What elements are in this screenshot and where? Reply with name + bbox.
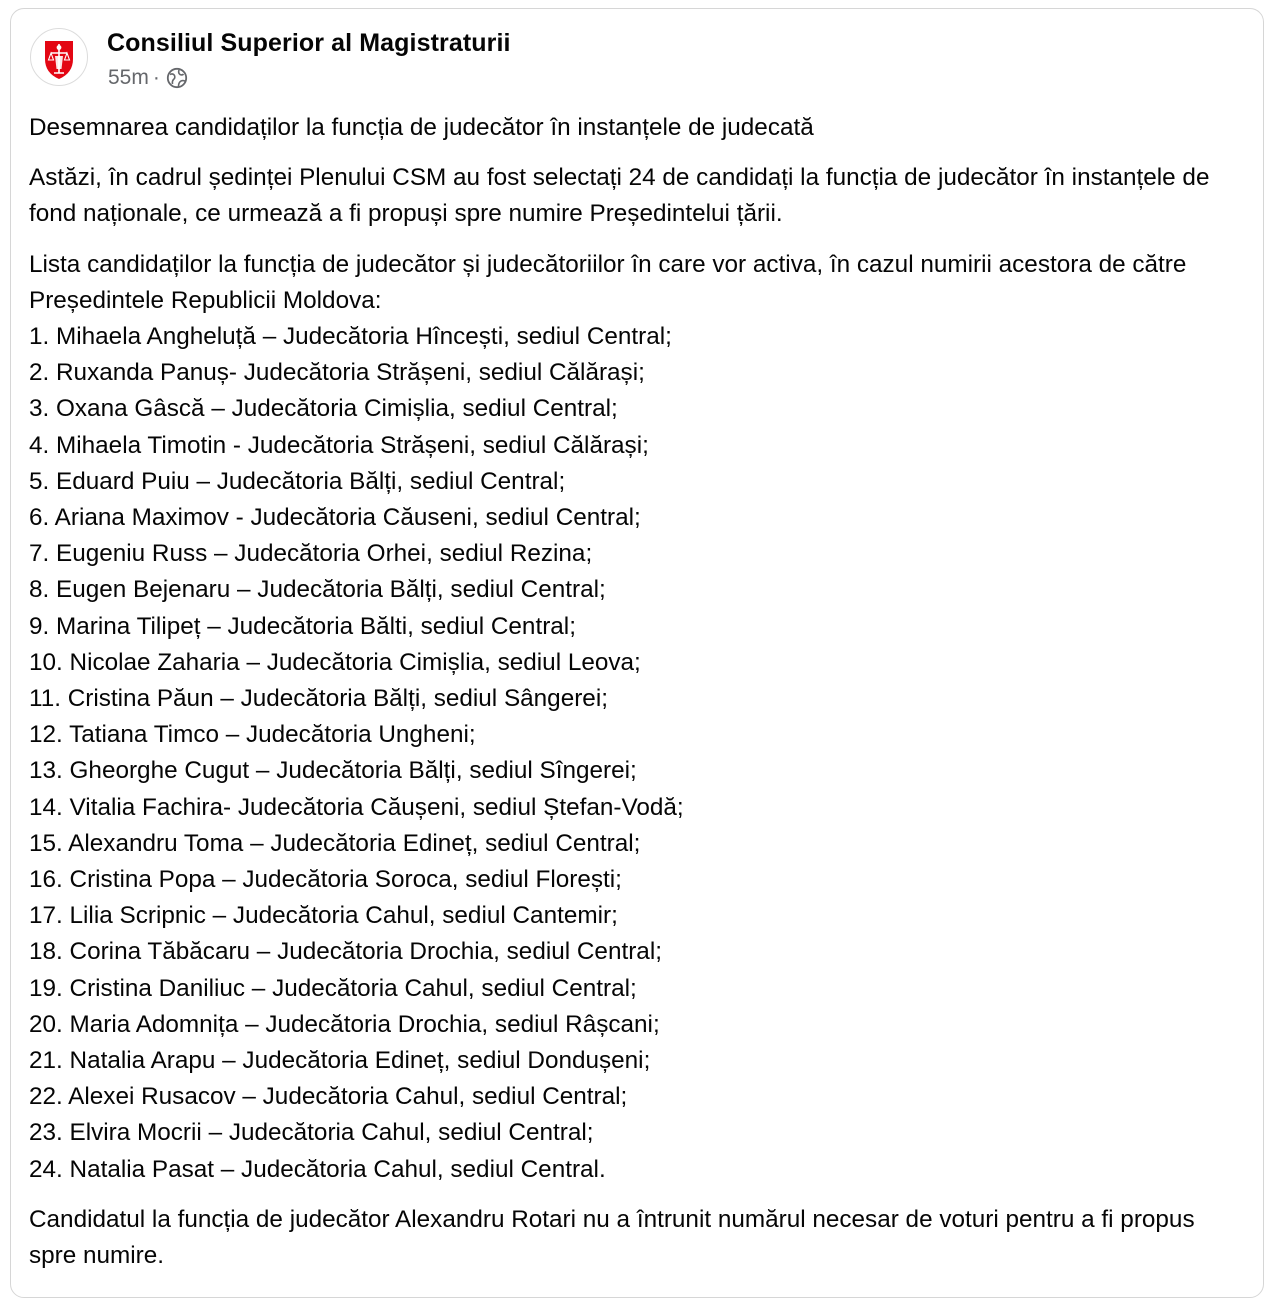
candidate-list-item: 7. Eugeniu Russ – Judecătoria Orhei, sediul Rezina; (29, 540, 593, 568)
candidate-list-item: 21. Natalia Arapu – Judecătoria Edineț, sediul Dondușeni; (29, 1047, 651, 1075)
candidate-list-item: 13. Gheorghe Cugut – Judecătoria Bălți, sediul Sîngerei; (29, 757, 637, 785)
meta-separator: · (152, 66, 160, 89)
post-meta (108, 66, 188, 90)
post-header (30, 26, 1230, 98)
candidate-list-item: 2. Ruxanda Panuș- Judecătoria Strășeni, sediul Călărași; (29, 359, 645, 387)
candidate-list-item: 19. Cristina Daniliuc – Judecătoria Cahul, sediul Central; (29, 974, 637, 1002)
page-avatar[interactable] (30, 28, 88, 86)
globe-icon[interactable] (166, 67, 188, 89)
post-intro-paragraph: Astăzi, în cadrul ședinței Plenului CSM au fost selectați 24 de candidați la funcția de judecător în instanțele de fond naționale, ce urmează a fi propuși spre numire Președintelui țării. (29, 164, 1210, 228)
candidate-list-item: 12. Tatiana Timco – Judecătoria Ungheni; (29, 721, 476, 749)
candidate-list-item: 24. Natalia Pasat – Judecătoria Cahul, sediul Central. (29, 1155, 606, 1183)
candidate-list-item: 5. Eduard Puiu – Judecătoria Bălți, sediul Central; (29, 467, 566, 495)
candidate-list-item: 18. Corina Tăbăcaru – Judecătoria Drochia, sediul Central; (29, 938, 662, 966)
candidate-list-item: 11. Cristina Păun – Judecătoria Bălți, sediul Sângerei; (29, 685, 608, 713)
page-name-link[interactable]: Consiliul Superior al Magistraturii (107, 29, 511, 57)
candidate-list-item: 17. Lilia Scripnic – Judecătoria Cahul, sediul Cantemir; (29, 902, 618, 930)
list-intro: Lista candidaților la funcția de judecător și judecătoriilor în care vor activa, în cazul numirii acestora de către Președintele Republicii Moldova: (29, 250, 1187, 314)
closing-paragraph: Candidatul la funcția de judecător Alexandru Rotari nu a întrunit numărul necesar de voturi pentru a fi propus spre numire. (29, 1205, 1195, 1270)
candidate-list-item: 4. Mihaela Timotin - Judecătoria Strășeni, sediul Călărași; (29, 431, 649, 459)
csm-logo-icon (31, 29, 87, 85)
candidate-list-item: 20. Maria Adomnița – Judecătoria Drochia, sediul Râșcani; (29, 1010, 660, 1038)
post-title: Desemnarea candidaților la funcția de judecător în instanțele de judecată (29, 114, 814, 141)
candidate-list-item: 10. Nicolae Zaharia – Judecătoria Cimișlia, sediul Leova; (29, 648, 641, 676)
candidate-list-item: 3. Oxana Gâscă – Judecătoria Cimișlia, sediul Central; (29, 395, 618, 423)
candidate-list-item: 1. Mihaela Angheluță – Judecătoria Hîncești, sediul Central; (29, 323, 672, 351)
post-timestamp[interactable]: 55m (108, 66, 149, 89)
candidate-list-item: 16. Cristina Popa – Judecătoria Soroca, sediul Florești; (29, 866, 622, 894)
candidate-list-item: 14. Vitalia Fachira- Judecătoria Căușeni, sediul Ștefan-Vodă; (29, 793, 684, 821)
candidates-list (29, 319, 1244, 1188)
candidate-list-item: 23. Elvira Mocrii – Judecătoria Cahul, sediul Central; (29, 1119, 594, 1147)
candidate-list-item: 15. Alexandru Toma – Judecătoria Edineț, sediul Central; (29, 829, 641, 857)
post-body (29, 110, 1244, 1274)
candidate-list-item: 9. Marina Tilipeț – Judecătoria Bălti, sediul Central; (29, 612, 576, 640)
candidate-list-item: 22. Alexei Rusacov – Judecătoria Cahul, sediul Central; (29, 1083, 628, 1111)
candidate-list-item: 6. Ariana Maximov - Judecătoria Căuseni, sediul Central; (29, 504, 641, 532)
candidate-list-item: 8. Eugen Bejenaru – Judecătoria Bălți, sediul Central; (29, 576, 606, 604)
